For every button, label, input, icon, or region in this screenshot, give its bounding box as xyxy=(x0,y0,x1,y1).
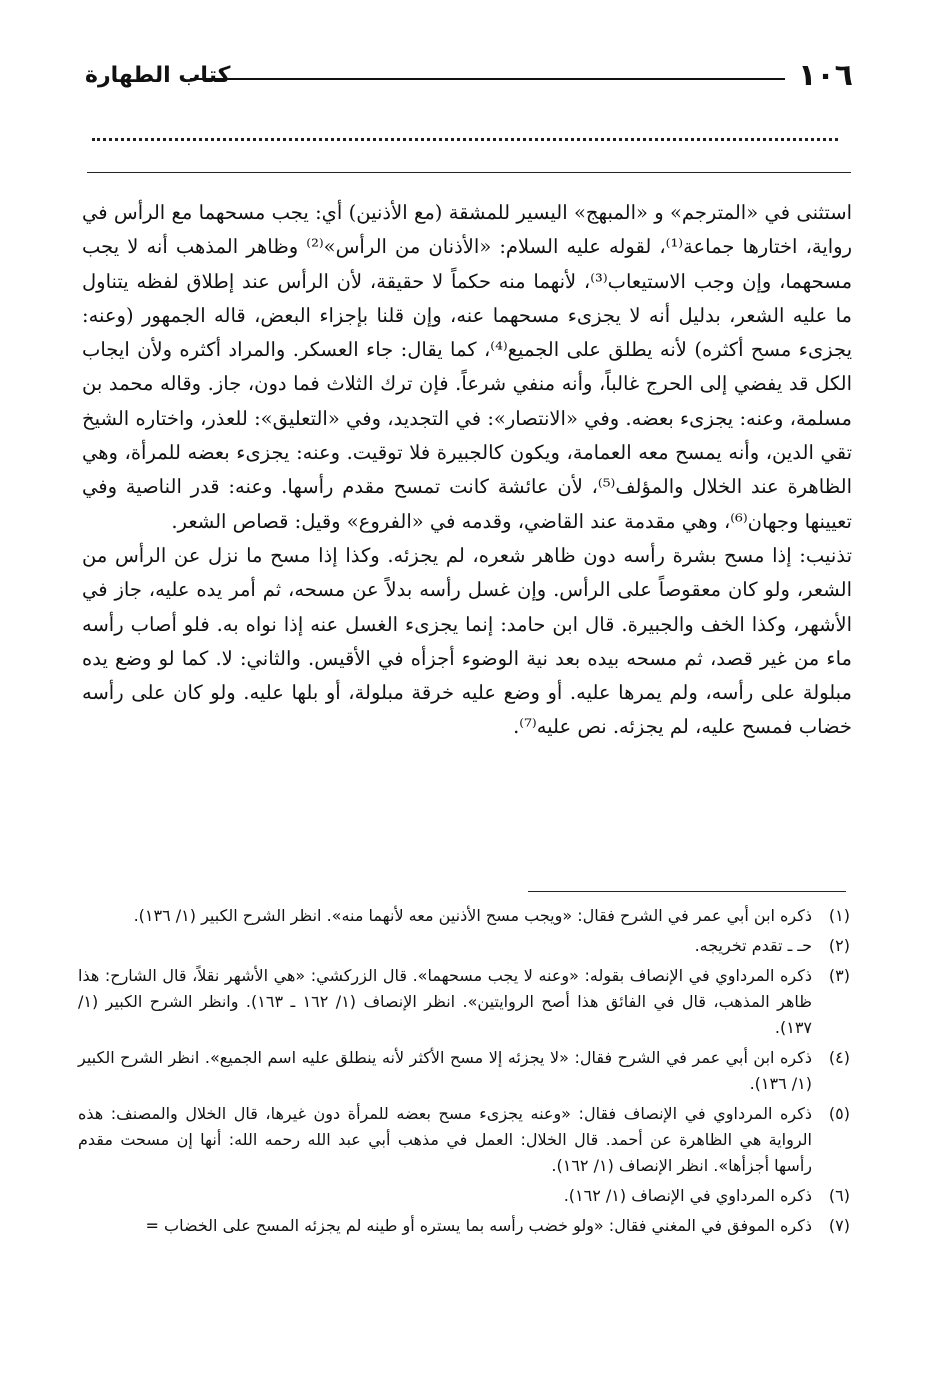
footnote xyxy=(78,963,850,1041)
header-rule xyxy=(190,78,785,80)
footnote-text: ذكره المرداوي في الإنصاف فقال: «وعنه يجزىء مسح بعضه للمرأة دون غيرها، قال الخلال والمصنف: هذه الرواية هي الظاهرة عن أحمد. قال الخلال: العمل في مذهب أبي عبد الله رحمه الله: أنها إن مسحت مقدم رأسها أجزأها». انظر الإنصاف (١/ ١٦٢). xyxy=(78,1104,812,1175)
text-top-rule xyxy=(87,172,851,173)
footnote xyxy=(78,1101,850,1179)
footnote-number: (٥) xyxy=(828,1104,850,1123)
footnote-text: ذكره ابن أبي عمر في الشرح فقال: «لا يجزئه إلا مسح الأكثر لأنه ينطلق عليه اسم الجميع». انظر الشرح الكبير (١/ ١٣٦). xyxy=(78,1048,812,1093)
paragraph: تذنيب: إذا مسح بشرة رأسه دون ظاهر شعره، لم يجزئه. وكذا إذا مسح ما نزل عن الرأس من الشعر، ولو كان معقوصاً على الرأس. وإن غسل رأسه بدلاً عن مسحه، ثم أمر يده عليه، جاز في الأشهر، وكذا الخف والجبيرة. قال ابن حامد: إنما يجزىء الغسل عنه إذا نواه به. فلو أصاب رأسه ماء من غير قصد، ثم مسحه بيده بعد نية الوضوء أجزأه في الأقيس. والثاني: لا. كما لو وضع يده مبلولة على رأسه، ولم يمرها عليه. أو وضع عليه خرقة مبلولة، أو بلها عليه. ولو كان على رأسه خضاب فمسح عليه، لم يجزئه. نص عليه⁽⁷⁾. xyxy=(82,543,852,739)
page-number: ١٠٦ xyxy=(798,58,853,93)
footnote-number: (٧) xyxy=(828,1216,850,1235)
footnote-number: (٦) xyxy=(828,1186,850,1205)
footnote-number: (١) xyxy=(828,906,850,925)
footnote-text: ذكره الموفق في المغني فقال: «ولو خضب رأسه بما يستره أو طينه لم يجزئه المسح على الخضاب = xyxy=(145,1216,812,1235)
footnote-number: (٣) xyxy=(828,966,850,985)
footnote xyxy=(78,1183,850,1209)
footnotes xyxy=(78,903,850,1243)
footnote-text: ذكره المرداوي في الإنصاف بقوله: «وعنه لا يجب مسحهما». قال الزركشي: «هي الأشهر نقلاً، قال الشارح: هذا ظاهر المذهب، قال في الفائق هذا أصح الروايتين». انظر الإنصاف (١/ ١٦٢ ـ ١٦٣). وانظر الشرح الكبير (١/ ١٣٧). xyxy=(78,966,813,1037)
footnote-number: (٢) xyxy=(828,936,850,955)
footnote xyxy=(78,903,850,929)
page-header xyxy=(85,58,853,98)
footnote-text: ذكره ابن أبي عمر في الشرح فقال: «ويجب مسح الأذنين معه لأنهما منه». انظر الشرح الكبير (١/ ١٣٦). xyxy=(133,906,812,925)
footnote xyxy=(78,1213,850,1239)
footnote-separator xyxy=(528,891,846,892)
main-text xyxy=(82,196,852,745)
footnote-text: حـ ـ تقدم تخريجه. xyxy=(694,936,812,955)
book-title: كتاب الطهارة xyxy=(85,63,231,88)
footnote xyxy=(78,933,850,959)
paragraph: استثنى في «المترجم» و «المبهج» اليسير للمشقة (مع الأذنين) أي: يجب مسحهما مع الرأس في رواية، اختارها جماعة⁽¹⁾، لقوله عليه السلام: «الأذنان من الرأس»⁽²⁾ وظاهر المذهب أنه لا يجب مسحهما، وإن وجب الاستيعاب⁽³⁾، لأنهما منه حكماً لا حقيقة، لأن الرأس عند إطلاق لفظه يتناول ما عليه الشعر، بدليل أنه لا يجزىء مسحهما عنه، وإن قلنا بإجزاء البعض، قاله الجمهور (وعنه: يجزىء مسح أكثره) لأنه يطلق على الجميع⁽⁴⁾، كما يقال: جاء العسكر. والمراد أكثره ولأن ايجاب الكل قد يفضي إلى الحرج غالباً، وأنه منفي شرعاً. فإن ترك الثلاث فما دون، جاز. وقاله محمد بن مسلمة، وعنه: يجزىء بعضه. وفي «الانتصار»: في التجديد، وفي «التعليق»: للعذر، واختاره الشيخ تقي الدين، وأنه يمسح معه العمامة، ويكون كالجبيرة فلا توقيت. وعنه: يجزىء بعضه للمرأة، وهي الظاهرة عند الخلال والمؤلف⁽⁵⁾، لأن عائشة كانت تمسح مقدم رأسها. وعنه: قدر الناصية وفي تعيينها وجهان⁽⁶⁾، وهي مقدمة عند القاضي، وقدمه في «الفروع» وقيل: قصاص الشعر. xyxy=(82,201,853,533)
footnote-number: (٤) xyxy=(828,1048,850,1067)
footnote xyxy=(78,1045,850,1097)
dotted-separator xyxy=(92,138,838,141)
footnote-text: ذكره المرداوي في الإنصاف (١/ ١٦٢). xyxy=(563,1186,812,1205)
